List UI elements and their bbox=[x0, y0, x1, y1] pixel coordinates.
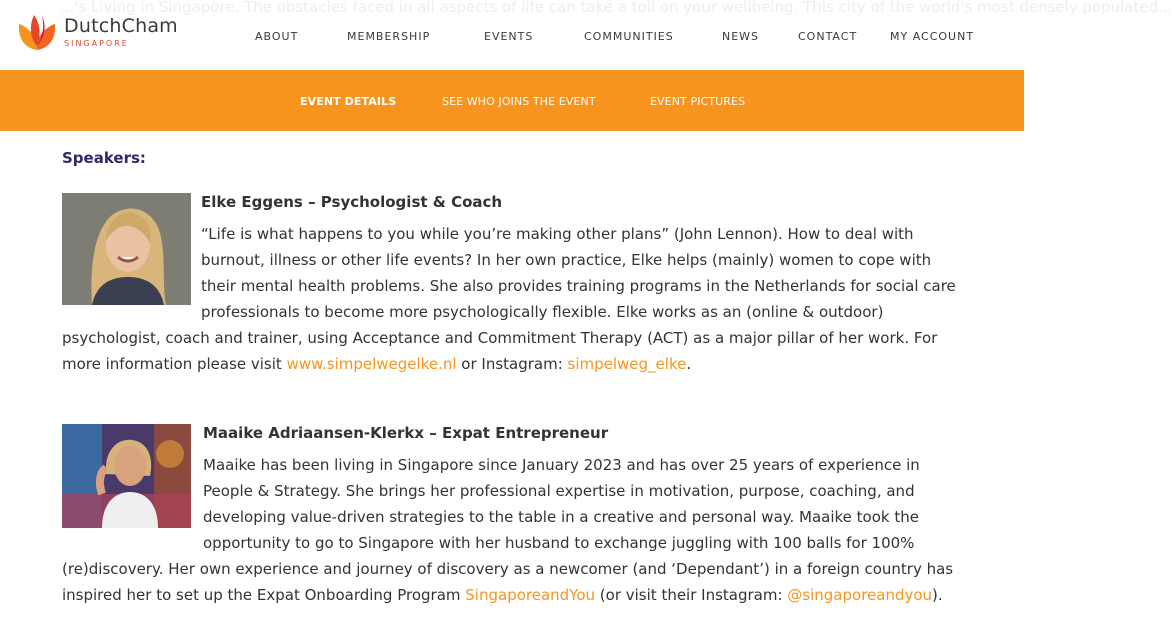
speaker-bio-cont bbox=[62, 556, 953, 608]
section-title: Speakers: bbox=[62, 149, 146, 167]
bio-line: burnout, illness or other life events? In her own practice, Elke helps (mainly) women to cope with bbox=[201, 251, 932, 269]
nav-events[interactable]: EVENTS bbox=[484, 30, 534, 43]
instagram-link[interactable]: simpelweg_elke bbox=[567, 355, 687, 373]
speaker-name: Elke Eggens – Psychologist & Coach bbox=[201, 193, 503, 211]
nav-my-account[interactable]: MY ACCOUNT bbox=[890, 30, 975, 43]
program-link[interactable]: SingaporeandYou bbox=[465, 586, 596, 604]
bio-line: People & Strategy. She brings her professional expertise in motivation, purpose, coaching, and bbox=[203, 482, 915, 500]
bio-line bbox=[62, 351, 937, 377]
bio-line: (re)discovery. Her own experience and journey of discovery as a newcomer (and ‘Dependant’) in a foreign country has bbox=[62, 560, 954, 578]
bio-text: inspired her to set up the Expat Onboarding Program bbox=[62, 586, 466, 604]
speaker-photo-elke bbox=[62, 193, 191, 305]
bio-line: Maaike has been living in Singapore since January 2023 and has over 25 years of experience in bbox=[203, 456, 920, 474]
nav-about[interactable]: ABOUT bbox=[255, 30, 299, 43]
bio-line: psychologist, coach and trainer, using Acceptance and Commitment Therapy (ACT) as a major pillar of her work. For bbox=[62, 329, 938, 347]
nav-news[interactable]: NEWS bbox=[722, 30, 760, 43]
background-ghost-text: ...'s Living in Singapore. The obstacles faced in all aspects of life can take a toll on your wellbeing. This city of the world's most densely populated... bbox=[60, 0, 1172, 16]
tab-event-details[interactable]: EVENT DETAILS bbox=[300, 95, 397, 108]
bio-line bbox=[62, 582, 953, 608]
bio-line: opportunity to go to Singapore with her husband to exchange juggling with 100 balls for 100% bbox=[203, 534, 915, 552]
bio-line: “Life is what happens to you while you’re making other plans” (John Lennon). How to deal with bbox=[201, 225, 914, 243]
logo-subtitle: SINGAPORE bbox=[64, 39, 129, 48]
speaker-bio-cont bbox=[62, 325, 937, 377]
main-nav bbox=[0, 30, 1024, 48]
speaker-photo-maaike bbox=[62, 424, 191, 528]
logo-name: DutchCham bbox=[64, 15, 178, 37]
nav-contact[interactable]: CONTACT bbox=[798, 30, 858, 43]
bio-text: more information please visit bbox=[62, 355, 287, 373]
tab-see-who-joins[interactable]: SEE WHO JOINS THE EVENT bbox=[442, 95, 596, 108]
speaker-name: Maaike Adriaansen-Klerkx – Expat Entrepreneur bbox=[203, 424, 609, 442]
nav-membership[interactable]: MEMBERSHIP bbox=[347, 30, 431, 43]
tab-event-pictures[interactable]: EVENT PICTURES bbox=[650, 95, 746, 108]
bio-text: ). bbox=[932, 586, 943, 604]
bio-text: or Instagram: bbox=[456, 355, 568, 373]
speaker-bio bbox=[203, 452, 920, 556]
event-subnav bbox=[0, 70, 1024, 131]
nav-communities[interactable]: COMMUNITIES bbox=[584, 30, 674, 43]
website-link[interactable]: www.simpelwegelke.nl bbox=[286, 355, 457, 373]
bio-line: their mental health problems. She also provides training programs in the Netherlands for social care bbox=[201, 277, 956, 295]
instagram-link[interactable]: @singaporeandyou bbox=[787, 586, 933, 604]
bio-line: professionals to become more psychologically flexible. Elke works as an (online & outdoor) bbox=[201, 303, 884, 321]
speaker-bio bbox=[201, 221, 956, 325]
bio-line: developing value-driven strategies to the table in a creative and personal way. Maaike took the bbox=[203, 508, 919, 526]
site-header bbox=[0, 0, 1172, 70]
bio-text: . bbox=[686, 355, 692, 373]
bio-text: (or visit their Instagram: bbox=[595, 586, 788, 604]
